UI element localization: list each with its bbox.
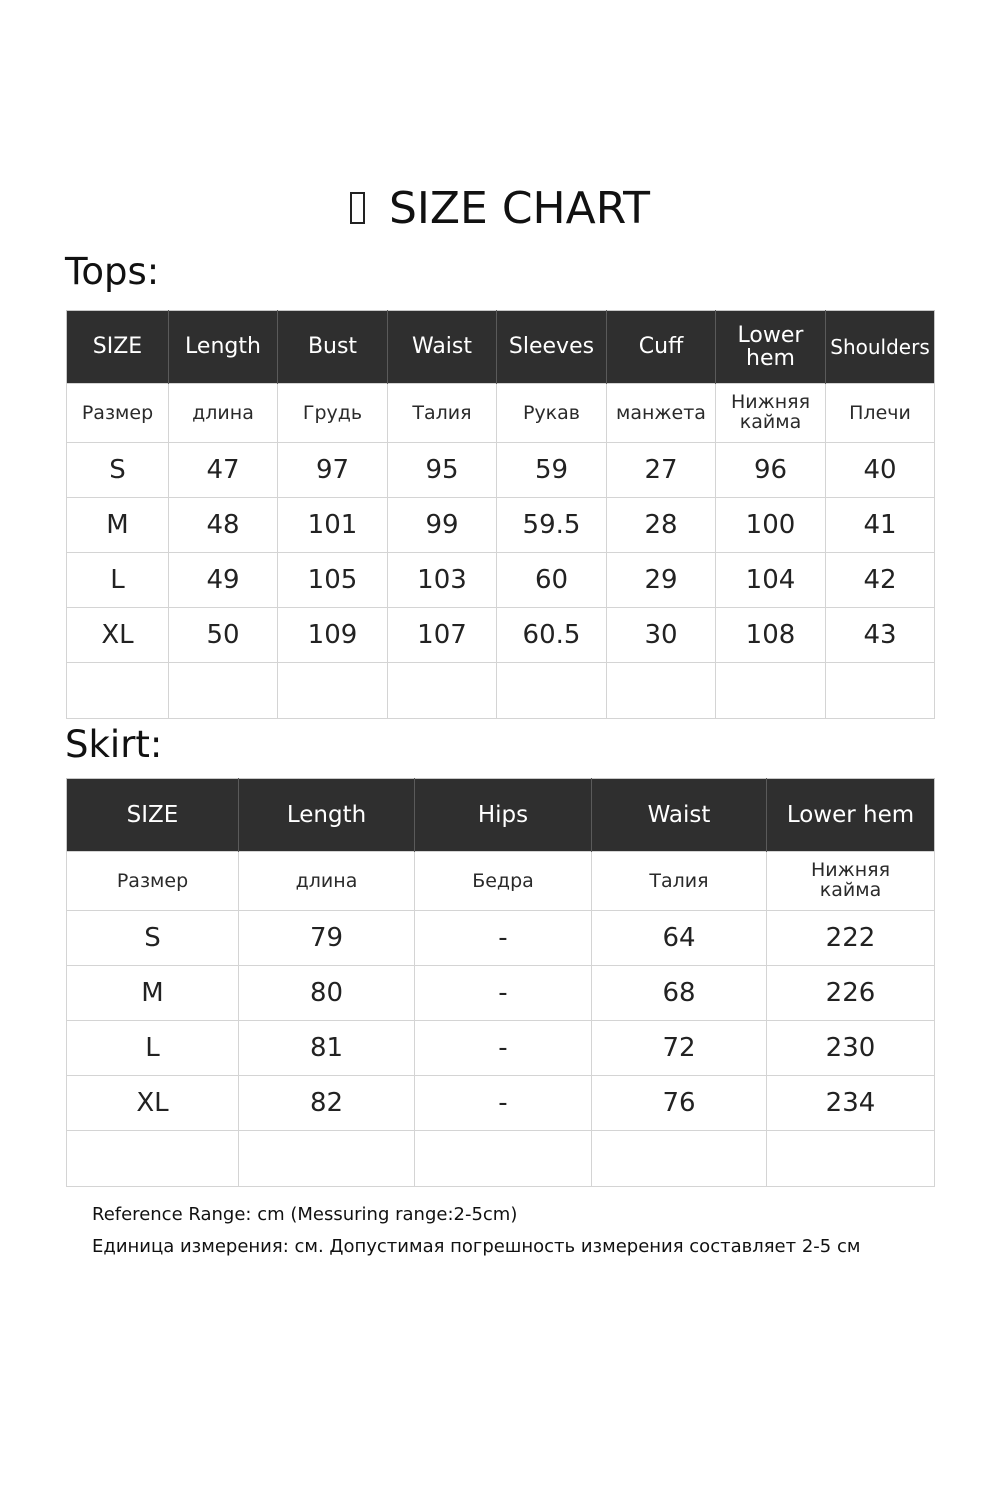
table-cell	[239, 1131, 415, 1187]
table-cell: 100	[716, 498, 826, 553]
skirt-russian-row	[67, 852, 935, 911]
table-cell: 226	[767, 966, 935, 1021]
title-text: SIZE CHART	[389, 183, 650, 234]
table-cell: L	[67, 553, 169, 608]
measurement-notes	[92, 1200, 952, 1264]
table-cell	[67, 1131, 239, 1187]
table-cell: Нижняя кайма	[767, 852, 935, 911]
table-cell: 42	[826, 553, 935, 608]
table-cell: 82	[239, 1076, 415, 1131]
skirt-header-hips: Hips	[415, 779, 592, 852]
table-cell	[767, 1131, 935, 1187]
table-cell: 60	[497, 553, 607, 608]
tops-header-lower-hem: Lower hem	[716, 311, 826, 384]
table-cell: 50	[169, 608, 278, 663]
table-cell: 107	[388, 608, 497, 663]
table-cell: 104	[716, 553, 826, 608]
table-cell: Нижняя кайма	[716, 384, 826, 443]
table-cell: длина	[169, 384, 278, 443]
page-title	[0, 183, 1000, 235]
table-cell: L	[67, 1021, 239, 1076]
table-row	[67, 553, 935, 608]
table-cell: M	[67, 966, 239, 1021]
table-row	[67, 911, 935, 966]
table-cell: -	[415, 966, 592, 1021]
table-cell: 40	[826, 443, 935, 498]
table-cell: 43	[826, 608, 935, 663]
table-cell: 105	[278, 553, 388, 608]
table-cell: 95	[388, 443, 497, 498]
skirt-label: Skirt:	[65, 723, 163, 766]
table-row	[67, 498, 935, 553]
table-cell: 109	[278, 608, 388, 663]
tops-header-size: SIZE	[67, 311, 169, 384]
tops-header-row	[67, 311, 935, 384]
table-cell: 103	[388, 553, 497, 608]
table-cell: -	[415, 1021, 592, 1076]
table-cell: 234	[767, 1076, 935, 1131]
table-cell: 59	[497, 443, 607, 498]
table-cell	[826, 663, 935, 719]
tops-header-length: Length	[169, 311, 278, 384]
table-cell: S	[67, 443, 169, 498]
table-cell: Плечи	[826, 384, 935, 443]
table-cell: Талия	[592, 852, 767, 911]
table-cell: 49	[169, 553, 278, 608]
table-cell: 29	[607, 553, 716, 608]
table-cell: 222	[767, 911, 935, 966]
reference-range-note: Reference Range: cm (Messuring range:2-5cm)	[92, 1204, 518, 1225]
table-cell	[415, 1131, 592, 1187]
table-cell: 47	[169, 443, 278, 498]
table-cell: 96	[716, 443, 826, 498]
table-cell	[278, 663, 388, 719]
skirt-size-table	[66, 778, 935, 1187]
tops-header-sleeves: Sleeves	[497, 311, 607, 384]
table-cell: Размер	[67, 384, 169, 443]
table-cell: XL	[67, 1076, 239, 1131]
table-cell: манжета	[607, 384, 716, 443]
table-cell: 59.5	[497, 498, 607, 553]
table-cell: XL	[67, 608, 169, 663]
table-cell: Талия	[388, 384, 497, 443]
table-cell: 60.5	[497, 608, 607, 663]
skirt-header-row	[67, 779, 935, 852]
table-cell: 76	[592, 1076, 767, 1131]
empty-row	[67, 663, 935, 719]
table-row	[67, 443, 935, 498]
russian-unit-note: Единица измерения: см. Допустимая погрешность измерения составляет 2-5 см	[92, 1236, 861, 1257]
table-cell: 72	[592, 1021, 767, 1076]
table-cell: Бедра	[415, 852, 592, 911]
tops-header-shoulders: Shoulders	[826, 311, 935, 384]
table-cell: 230	[767, 1021, 935, 1076]
table-cell: 99	[388, 498, 497, 553]
table-cell: 28	[607, 498, 716, 553]
table-cell: 97	[278, 443, 388, 498]
skirt-header-length: Length	[239, 779, 415, 852]
tops-header-bust: Bust	[278, 311, 388, 384]
table-cell	[388, 663, 497, 719]
table-cell: S	[67, 911, 239, 966]
tops-size-table	[66, 310, 935, 719]
table-cell: Рукав	[497, 384, 607, 443]
table-cell: 30	[607, 608, 716, 663]
table-row	[67, 966, 935, 1021]
table-cell	[716, 663, 826, 719]
table-cell: 68	[592, 966, 767, 1021]
skirt-header-size: SIZE	[67, 779, 239, 852]
table-cell: 27	[607, 443, 716, 498]
table-cell: 48	[169, 498, 278, 553]
table-cell: 80	[239, 966, 415, 1021]
table-cell: Грудь	[278, 384, 388, 443]
tops-header-cuff: Cuff	[607, 311, 716, 384]
table-cell: 81	[239, 1021, 415, 1076]
table-cell	[67, 663, 169, 719]
table-cell: 41	[826, 498, 935, 553]
table-cell: 64	[592, 911, 767, 966]
table-cell: -	[415, 1076, 592, 1131]
table-cell	[607, 663, 716, 719]
table-cell: 101	[278, 498, 388, 553]
ruler-icon	[350, 192, 365, 224]
table-cell: 108	[716, 608, 826, 663]
table-row	[67, 1076, 935, 1131]
empty-row	[67, 1131, 935, 1187]
table-cell	[497, 663, 607, 719]
table-row	[67, 608, 935, 663]
table-cell	[169, 663, 278, 719]
table-cell: -	[415, 911, 592, 966]
tops-header-waist: Waist	[388, 311, 497, 384]
skirt-header-lower-hem: Lower hem	[767, 779, 935, 852]
tops-russian-row	[67, 384, 935, 443]
table-cell: M	[67, 498, 169, 553]
table-cell: Размер	[67, 852, 239, 911]
tops-label: Tops:	[65, 250, 160, 293]
table-cell	[592, 1131, 767, 1187]
table-row	[67, 1021, 935, 1076]
table-cell: длина	[239, 852, 415, 911]
skirt-header-waist: Waist	[592, 779, 767, 852]
table-cell: 79	[239, 911, 415, 966]
